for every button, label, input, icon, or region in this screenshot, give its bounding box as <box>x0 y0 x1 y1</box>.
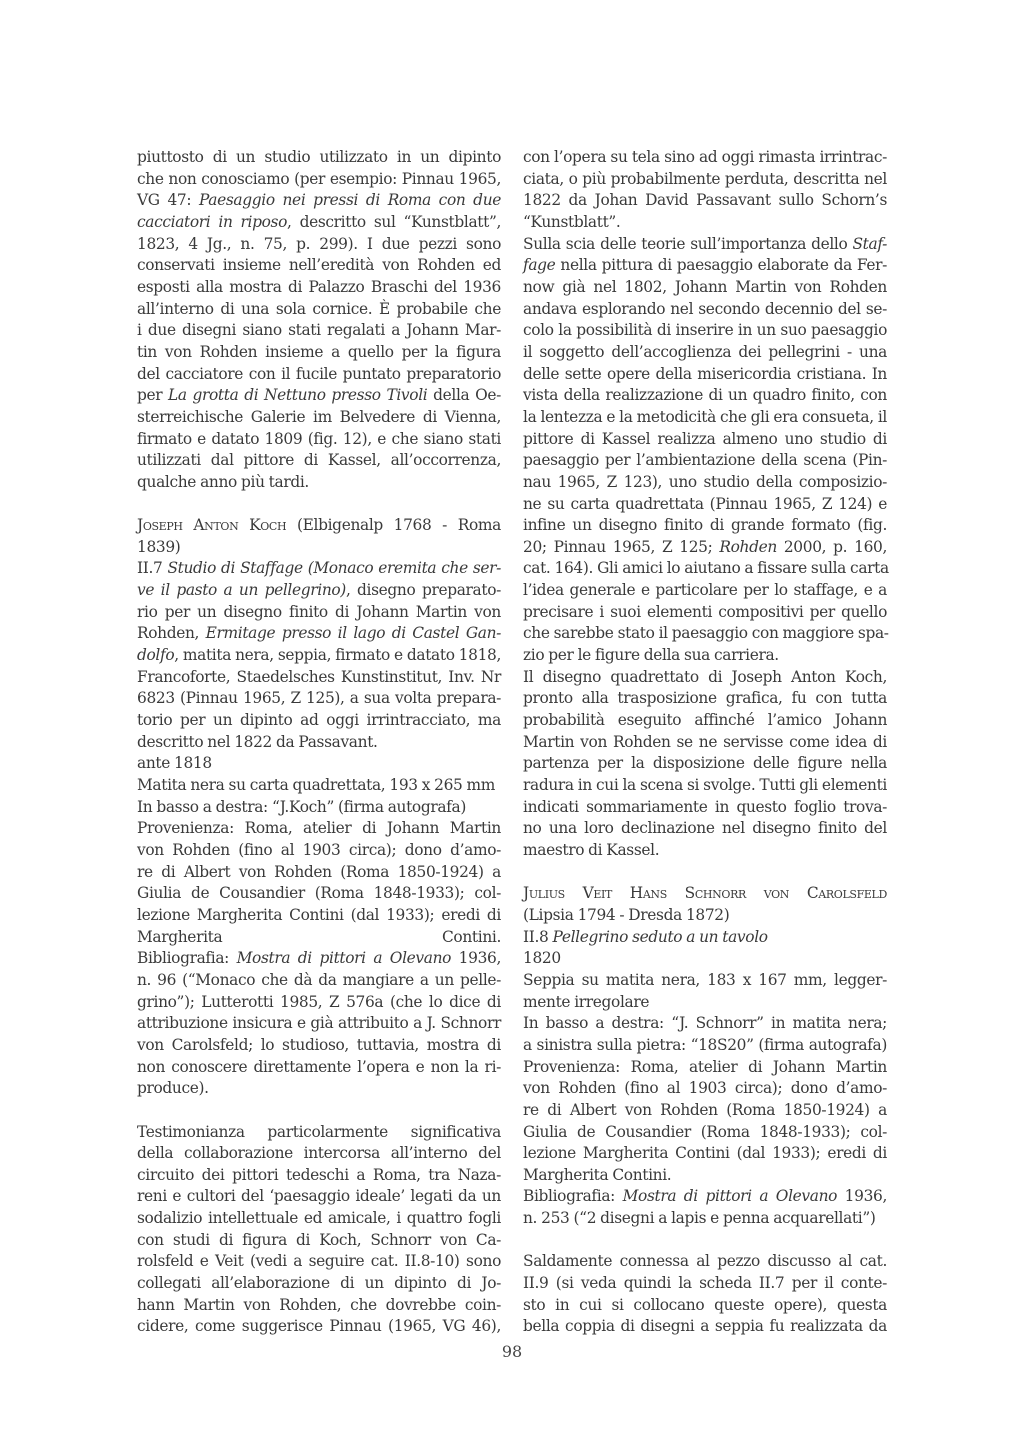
text-line: conservati insieme nell’eredità von Rohden ed <box>137 256 501 275</box>
text-line: qualche anno più tardi. <box>137 472 309 491</box>
text-line: andava esplorando nel secondo decennio del se- <box>523 299 887 318</box>
text-line: mente irregolare <box>523 992 650 1011</box>
text-line: produce). <box>137 1079 209 1098</box>
text-line: hann Martin von Rohden, che dovrebbe coin- <box>137 1295 501 1314</box>
text-line: Matita nera su carta quadrettata, 193 x 265 mm <box>137 776 495 795</box>
text-line: (Lipsia 1794 - Dresda 1872) <box>523 905 730 924</box>
text-line: maestro di Kassel. <box>523 841 660 859</box>
text-line: 1822 da Johan David Passavant sullo Schorn’s <box>523 191 887 210</box>
text-line: re di Albert von Rohden (Roma 1850-1924) a <box>523 1100 887 1119</box>
paragraph-gap <box>523 862 887 884</box>
text-line: pronto alla trasposizione grafica, fu con tutta <box>523 689 887 708</box>
text-line: del cacciatore con il fucile puntato preparatorio <box>137 364 501 383</box>
paragraph-gap <box>137 1100 501 1122</box>
text-line: grino”); Lutterotti 1985, Z 576a (che lo dice di <box>137 992 501 1011</box>
text-line: re di Albert von Rohden (Roma 1850-1924) a <box>137 862 501 881</box>
text-line: che sarebbe stato il paesaggio con maggiore spa- <box>523 624 889 643</box>
text-line: vista della realizzazione di un quadro finito, con <box>523 386 887 405</box>
text-line: ne su carta quadrettata (Pinnau 1965, Z 124) e <box>523 494 887 513</box>
text-line: lezione Margherita Contini (dal 1933); eredi di <box>137 905 501 924</box>
text-line: Sulla scia delle teorie sull’importanza dello Staf- <box>523 234 887 253</box>
text-line: cidere, come suggerisce Pinnau (1965, VG 46), <box>137 1317 501 1336</box>
text-line: Testimonianza particolarmente significativa <box>137 1122 501 1141</box>
text-line: n. 253 (“2 disegni a lapis e penna acquarellati”) <box>523 1209 876 1228</box>
text-line: von Carolsfeld; lo studioso, tuttavia, mostra di <box>137 1035 501 1054</box>
text-line: Seppia su matita nera, 183 x 167 mm, legger- <box>523 970 887 989</box>
text-line: 20; Pinnau 1965, Z 125; Rohden 2000, p. 160, <box>523 537 887 556</box>
text-line: esposti alla mostra di Palazzo Braschi del 1936 <box>137 277 501 296</box>
text-line: con l’opera su tela sino ad oggi rimasta irrintrac- <box>523 148 887 166</box>
catalog-entry-II-7 <box>137 558 501 1099</box>
right-column <box>523 147 887 1338</box>
text-line: Il disegno quadrettato di Joseph Anton Koch, <box>523 667 887 686</box>
closing-paragraph <box>523 1251 887 1338</box>
text-line: “Kunstblatt”. <box>523 212 621 231</box>
text-line: 1839) <box>137 537 181 556</box>
text-line: rio per un disegno finito di Johann Martin von <box>137 602 501 621</box>
text-line: per La grotta di Nettuno presso Tivoli della Oe- <box>137 386 501 405</box>
text-line: cat. 164). Gli amici lo aiutano a fissare sulla carta <box>523 559 889 578</box>
text-line: collegati all’elaborazione di un dipinto di Jo- <box>137 1274 501 1293</box>
text-line: II.8 Pellegrino seduto a un tavolo <box>523 927 768 946</box>
text-line: dolfo, matita nera, seppia, firmato e datato 1818, <box>137 646 501 665</box>
text-line: n. 96 (“Monaco che dà da mangiare a un pelle- <box>137 970 501 989</box>
text-line: Margherita Contini. <box>523 1165 672 1184</box>
text-line: Julius Veit Hans Schnorr von Carolsfeld <box>523 884 887 903</box>
text-line: II.9 (si veda quindi la scheda II.7 per il conte- <box>523 1274 887 1293</box>
text-line: descritto nel 1822 da Passavant. <box>137 732 378 751</box>
paragraph-gap <box>523 1230 887 1252</box>
text-line: partenza per la disposizione delle figure nella <box>523 754 887 773</box>
text-line: rolsfeld e Veit (vedi a seguire cat. II.8-10) sono <box>137 1252 501 1271</box>
left-column <box>137 147 501 1338</box>
text-line: con studi di figura di Koch, Schnorr von Ca- <box>137 1230 501 1249</box>
text-line: 1820 <box>523 949 561 968</box>
text-line: von Rohden (fino al 1903 circa); dono d’amo- <box>137 840 501 859</box>
text-line: che non conosciamo (per esempio: Pinnau 1965, <box>137 169 501 188</box>
text-line: indicati sommariamente in questo foglio trova- <box>523 797 887 816</box>
text-line: a sinistra sulla pietra: “18S20” (firma autografa) <box>523 1035 887 1054</box>
text-line: II.7 Studio di Staffage (Monaco eremita che ser- <box>137 559 501 578</box>
text-line: Bibliografia: Mostra di pittori a Olevano 1936, <box>523 1187 887 1206</box>
text-line: pittore di Kassel realizza almeno uno studio di <box>523 429 887 448</box>
text-line: firmato e datato 1809 (fig. 12), e che siano stati <box>137 429 501 448</box>
text-line: la lentezza e la metodicità che gli era consueta, il <box>523 407 887 426</box>
text-line: Saldamente connessa al pezzo discusso al cat. <box>523 1252 887 1271</box>
text-line: Giulia de Cousandier (Roma 1848-1933); col- <box>523 1122 887 1141</box>
text-line: Francoforte, Staedelsches Kunstinstitut, Inv. Nr <box>137 667 501 686</box>
text-line: Provenienza: Roma, atelier di Johann Martin <box>137 819 501 838</box>
essay-paragraph <box>137 1122 501 1339</box>
catalog-entry-II-8 <box>523 927 887 1230</box>
text-line: il soggetto dell’accoglienza dei pellegrini - una <box>523 342 887 361</box>
text-line: non conoscere direttamente l’opera e non la ri- <box>137 1057 501 1076</box>
text-line: Bibliografia: Mostra di pittori a Olevano 1936, <box>137 949 501 968</box>
text-line: Giulia de Cousandier (Roma 1848-1933); col- <box>137 884 501 903</box>
text-line: Rohden, Ermitage presso il lago di Castel Gan- <box>137 624 501 643</box>
text-line: bella coppia di disegni a seppia fu realizzata da <box>523 1317 887 1336</box>
text-line: l’idea generale e particolare per lo staffage, e a <box>523 581 887 600</box>
text-line: i due disegni siano stati regalati a Johann Mar- <box>137 321 501 340</box>
entry-heading-koch <box>137 515 501 558</box>
text-line: ve il pasto a un pellegrino), disegno preparato- <box>137 581 501 600</box>
text-line: ante 1818 <box>137 754 212 773</box>
text-line: Margherita Contini. <box>137 927 501 946</box>
text-line: torio per un dipinto ad oggi irrintracciato, ma <box>137 711 501 730</box>
text-line: sodalizio intellettuale ed amicale, i quattro fogli <box>137 1209 501 1228</box>
paragraph-gap <box>137 494 501 516</box>
text-line: sterreichische Galerie im Belvedere di Vienna, <box>137 407 501 426</box>
text-line: precisare i suoi elementi compositivi per quello <box>523 602 887 621</box>
text-line: radura in cui la scena si svolge. Tutti gli elementi <box>523 776 887 795</box>
text-line: circuito dei pittori tedeschi a Roma, tra Naza- <box>137 1165 501 1184</box>
text-line: all’interno di una sola cornice. È probabile che <box>137 299 501 318</box>
text-line: fage nella pittura di paesaggio elaborate da Fer- <box>523 256 887 275</box>
text-line: Provenienza: Roma, atelier di Johann Martin <box>523 1057 887 1076</box>
text-line: sto in cui si collocano queste opere), questa <box>523 1295 887 1314</box>
text-line: no una loro declinazione nel disegno finito del <box>523 819 887 838</box>
text-line: delle sette opere della misericordia cristiana. In <box>523 364 887 383</box>
page-number: 98 <box>501 1342 523 1361</box>
text-line: 6823 (Pinnau 1965, Z 125), a sua volta prepara- <box>137 689 501 708</box>
text-line: Martin von Rohden se ne servisse come idea di <box>523 732 887 751</box>
text-line: utilizzati dal pittore di Kassel, all’occorrenza, <box>137 451 501 470</box>
text-line: lezione Margherita Contini (dal 1933); eredi di <box>523 1144 887 1163</box>
intro-paragraph <box>137 147 501 494</box>
text-line: della collaborazione intercorsa all’interno del <box>137 1144 501 1163</box>
text-line: zio per le figure della sua carriera. <box>523 646 779 665</box>
text-line: now già nel 1802, Johann Martin von Rohden <box>523 277 887 296</box>
text-line: probabilità eseguito affinché l’amico Johann <box>523 711 887 730</box>
text-line: colo la possibilità di inserire in un suo paesaggio <box>523 321 887 340</box>
text-line: VG 47: Paesaggio nei pressi di Roma con due <box>137 191 502 210</box>
text-line: piuttosto di un studio utilizzato in un dipinto <box>137 148 501 166</box>
text-line: infine un disegno finito di grande formato (fig. <box>523 516 887 535</box>
text-line: reni e cultori del ‘paesaggio ideale’ legati da un <box>137 1187 501 1206</box>
text-line: von Rohden (fino al 1903 circa); dono d’amo- <box>523 1079 887 1098</box>
text-line: 1823, 4 Jg., n. 75, p. 299). I due pezzi sono <box>137 234 501 253</box>
text-line: paesaggio per l’ambientazione della scena (Pin- <box>523 451 887 470</box>
text-line: In basso a destra: “J. Schnorr” in matita nera; <box>523 1014 887 1033</box>
essay-continuation <box>523 147 887 862</box>
text-line: ciata, o più probabilmente perduta, descritta nel <box>523 169 887 188</box>
text-line: In basso a destra: “J.Koch” (firma autografa) <box>137 797 467 816</box>
entry-heading-schnorr <box>523 883 887 926</box>
text-line: tin von Rohden insieme a quello per la figura <box>137 342 501 361</box>
text-line: Joseph Anton Koch (Elbigenalp 1768 - Roma <box>137 516 502 535</box>
text-line: cacciatori in riposo, descritto sul “Kunstblatt”, <box>137 212 502 231</box>
text-line: nau 1965, Z 123), uno studio della composizio- <box>523 472 887 491</box>
text-line: attribuzione insicura e già attribuito a J. Schnorr <box>137 1014 501 1033</box>
